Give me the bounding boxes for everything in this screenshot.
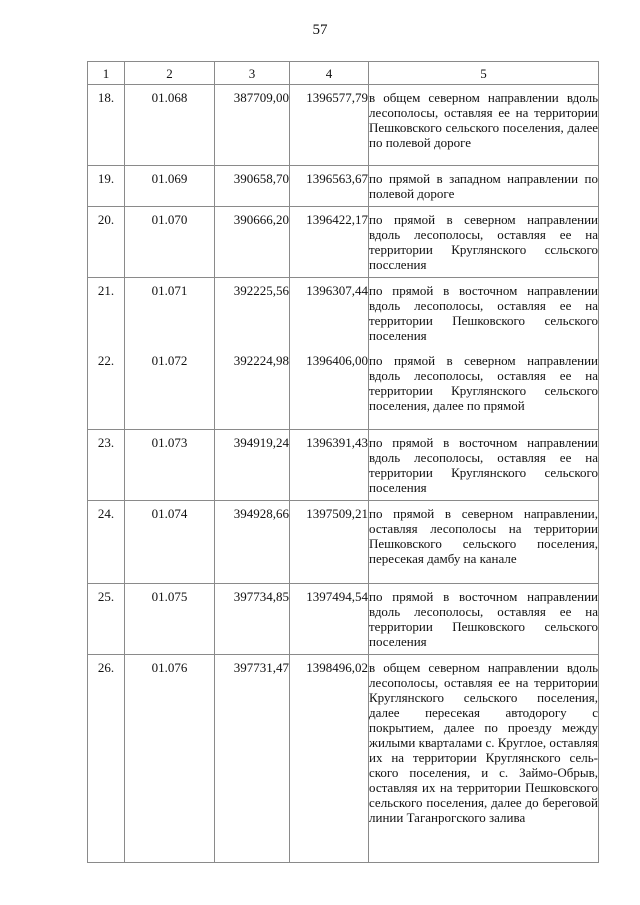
coord-x: 397734,85 <box>215 583 290 654</box>
coord-y: 1396406,00 <box>290 348 369 429</box>
table-row <box>88 500 599 583</box>
table-row <box>88 348 599 429</box>
row-number: 21. <box>88 278 125 349</box>
coord-x: 394928,66 <box>215 500 290 583</box>
point-code: 01.068 <box>125 85 215 166</box>
header-col-1: 1 <box>88 62 125 85</box>
point-code: 01.073 <box>125 429 215 500</box>
boundary-points-table <box>87 61 599 863</box>
boundary-description: в общем северном направлении вдоль лесополосы, оставляя ее на территории Пешковского сельского поселения, далее по полевой дороге <box>369 85 599 166</box>
boundary-description: по прямой в северном направлении вдоль лесополосы, оставляя ее на территории Круглянского сельского поселения, далее по прямой <box>369 348 599 429</box>
row-number: 19. <box>88 166 125 207</box>
coord-x: 394919,24 <box>215 429 290 500</box>
boundary-description: по прямой в западном направлении по полевой дороге <box>369 166 599 207</box>
page-number: 57 <box>312 22 328 38</box>
coord-x: 392225,56 <box>215 278 290 349</box>
coord-y: 1396577,79 <box>290 85 369 166</box>
row-number: 26. <box>88 654 125 862</box>
coord-y: 1396307,44 <box>290 278 369 349</box>
point-code: 01.074 <box>125 500 215 583</box>
table-header-row <box>88 62 599 85</box>
coord-x: 390658,70 <box>215 166 290 207</box>
row-number: 18. <box>88 85 125 166</box>
coord-y: 1398496,02 <box>290 654 369 862</box>
table-row <box>88 278 599 349</box>
table-row <box>88 166 599 207</box>
coord-x: 387709,00 <box>215 85 290 166</box>
coord-y: 1396563,67 <box>290 166 369 207</box>
boundary-description: в общем северном направлении вдоль лесополосы, оставляя ее на территории Круглянского сельского поселения, далее пересекая автодорогу с покрытием, далее по проезду между жилыми кварталами с. Круглое, оставляя их на территории Круглянского сельского поселения, и с. Займо-Обрыв, оставляя их на территории Пешковского сельского поселения, далее до береговой линии Таганрогского залива <box>369 654 599 862</box>
coord-x: 390666,20 <box>215 207 290 278</box>
header-col-5: 5 <box>369 62 599 85</box>
coord-x: 397731,47 <box>215 654 290 862</box>
coord-y: 1396422,17 <box>290 207 369 278</box>
row-number: 25. <box>88 583 125 654</box>
coord-y: 1396391,43 <box>290 429 369 500</box>
coord-x: 392224,98 <box>215 348 290 429</box>
coord-y: 1397494,54 <box>290 583 369 654</box>
table-row <box>88 583 599 654</box>
header-col-3: 3 <box>215 62 290 85</box>
header-col-2: 2 <box>125 62 215 85</box>
table-row <box>88 85 599 166</box>
coord-y: 1397509,21 <box>290 500 369 583</box>
point-code: 01.075 <box>125 583 215 654</box>
point-code: 01.076 <box>125 654 215 862</box>
row-number: 24. <box>88 500 125 583</box>
table-row <box>88 207 599 278</box>
point-code: 01.071 <box>125 278 215 349</box>
boundary-description: по прямой в восточном направлении вдоль лесополосы, оставляя ее на территории Круглянского сельского поселения <box>369 429 599 500</box>
boundary-description: по прямой в восточном направлении вдоль лесополосы, оставляя ее на территории Пешковского сельского поселения <box>369 278 599 349</box>
header-col-4: 4 <box>290 62 369 85</box>
table-row <box>88 654 599 862</box>
point-code: 01.069 <box>125 166 215 207</box>
boundary-description: по прямой в северном направлении вдоль лесополосы, оставляя ее на территории Круглянского ссльского посcления <box>369 207 599 278</box>
row-number: 23. <box>88 429 125 500</box>
point-code: 01.070 <box>125 207 215 278</box>
boundary-description: по прямой в северном направлении, оставляя лесополосы на территории Пешковского сельского поселения, пересекая дамбу на канале <box>369 500 599 583</box>
row-number: 22. <box>88 348 125 429</box>
row-number: 20. <box>88 207 125 278</box>
point-code: 01.072 <box>125 348 215 429</box>
table-row <box>88 429 599 500</box>
boundary-description: по прямой в восточном направлении вдоль лесополосы, оставляя ее на территории Пешковского сельского поселения <box>369 583 599 654</box>
